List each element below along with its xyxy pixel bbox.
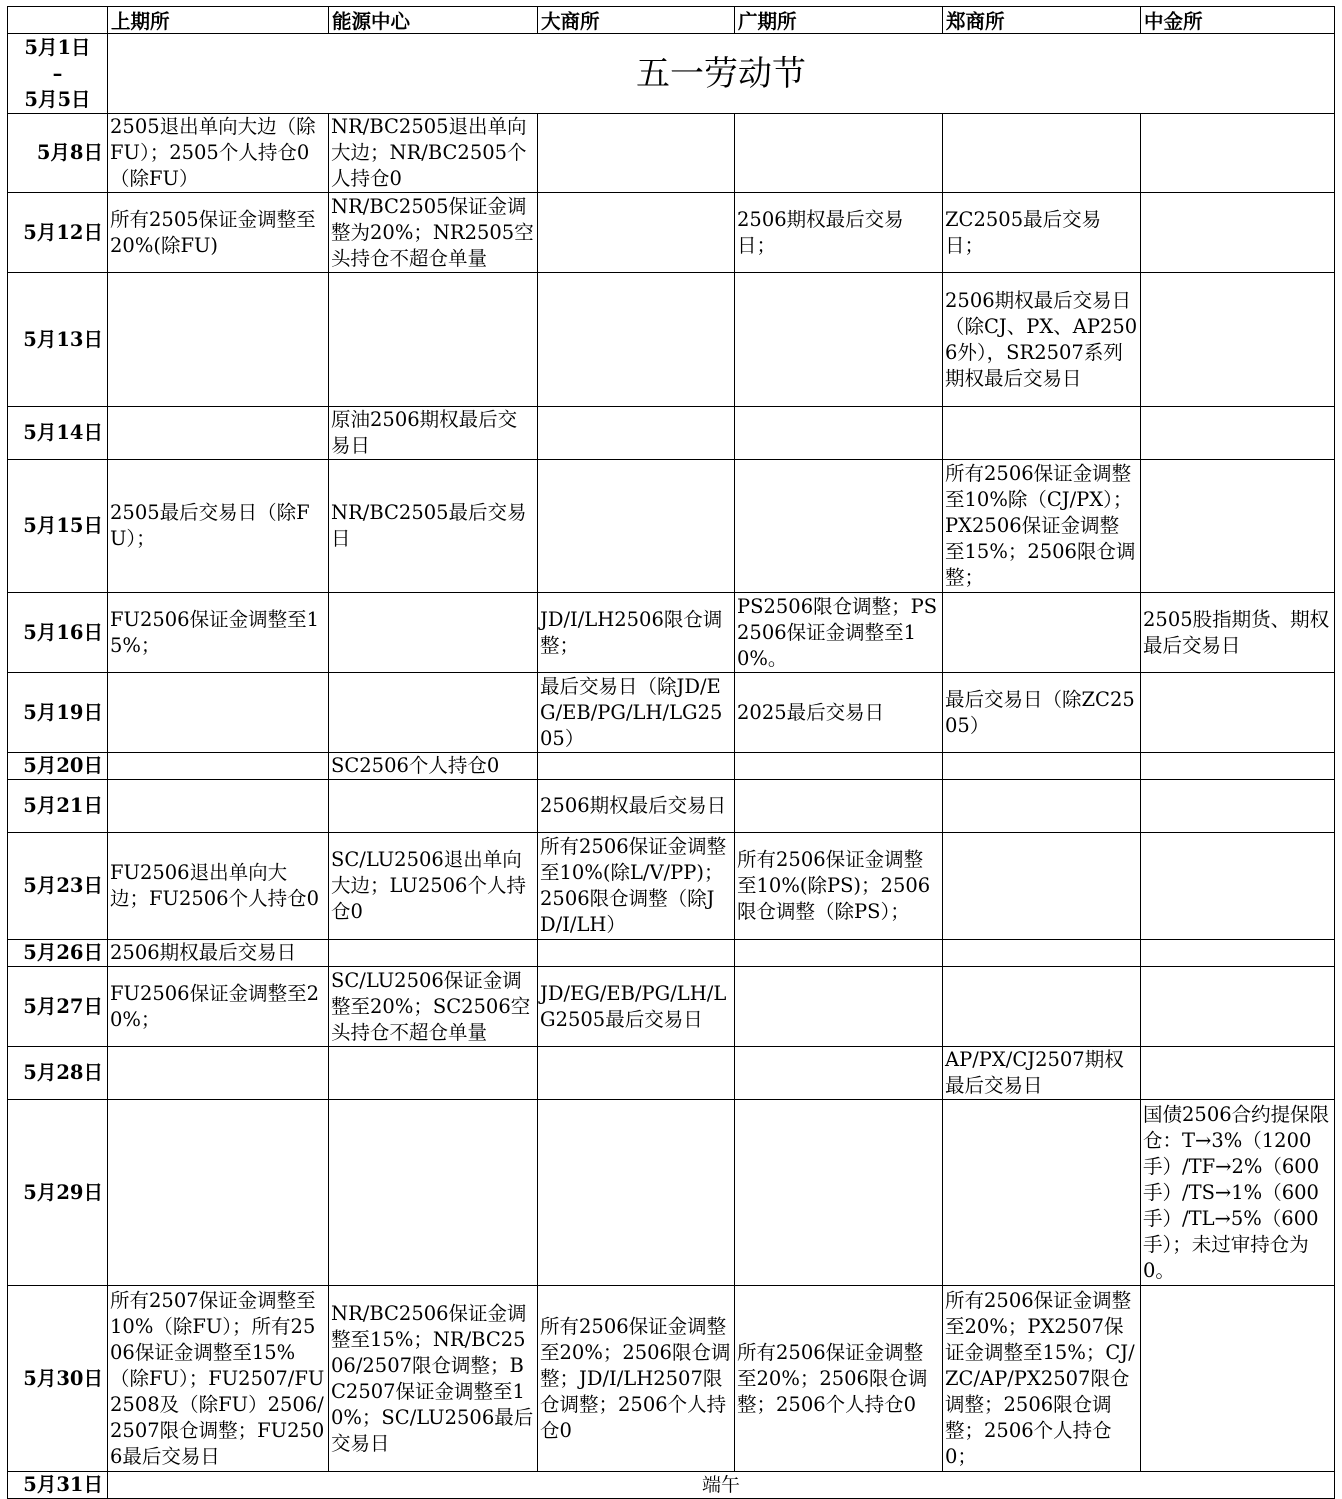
holiday-row-dragon-boat xyxy=(8,1472,1335,1499)
cell-cffex xyxy=(1141,753,1335,780)
cell-czce: 所有2506保证金调整至20%；PX2507保证金调整至15%；CJ/ZC/AP/PX2507限仓调整；2506限仓调整；2506个人持仓0； xyxy=(943,1286,1141,1472)
cell-cffex xyxy=(1141,967,1335,1047)
cell-cffex xyxy=(1141,407,1335,460)
date-cell: 5月28日 xyxy=(8,1047,108,1100)
date-cell: 5月26日 xyxy=(8,940,108,967)
cell-dce xyxy=(538,273,735,407)
cell-ine xyxy=(329,273,538,407)
date-start: 5月1日 xyxy=(24,35,91,59)
cell-dce: 所有2506保证金调整至20%；2506限仓调整；JD/I/LH2507限仓调整；2506个人持仓0 xyxy=(538,1286,735,1472)
date-cell: 5月31日 xyxy=(8,1472,108,1499)
cell-czce xyxy=(943,780,1141,833)
cell-czce: ZC2505最后交易日； xyxy=(943,193,1141,273)
cell-dce xyxy=(538,114,735,193)
header-cffex: 中金所 xyxy=(1141,7,1335,34)
holiday-label: 端午 xyxy=(108,1472,1335,1499)
cell-shfe xyxy=(108,273,329,407)
cell-gfex xyxy=(735,967,943,1047)
cell-ine: 原油2506期权最后交易日 xyxy=(329,407,538,460)
cell-shfe: 2505退出单向大边（除FU）；2505个人持仓0（除FU） xyxy=(108,114,329,193)
cell-cffex xyxy=(1141,193,1335,273)
cell-gfex xyxy=(735,940,943,967)
table-row xyxy=(8,940,1335,967)
cell-cffex xyxy=(1141,273,1335,407)
holiday-row-labor-day xyxy=(8,34,1335,114)
cell-czce: 所有2506保证金调整至10%除（CJ/PX）；PX2506保证金调整至15%；2506限仓调整； xyxy=(943,460,1141,593)
cell-shfe: FU2506保证金调整至20%； xyxy=(108,967,329,1047)
cell-ine xyxy=(329,673,538,753)
cell-ine: SC2506个人持仓0 xyxy=(329,753,538,780)
cell-gfex: PS2506限仓调整；PS2506保证金调整至10%。 xyxy=(735,593,943,673)
table-row xyxy=(8,780,1335,833)
cell-ine xyxy=(329,1100,538,1286)
table-row xyxy=(8,1286,1335,1472)
cell-gfex: 2506期权最后交易日； xyxy=(735,193,943,273)
date-cell xyxy=(8,34,108,114)
cell-czce xyxy=(943,967,1141,1047)
date-cell: 5月20日 xyxy=(8,753,108,780)
cell-gfex xyxy=(735,780,943,833)
header-row xyxy=(8,7,1335,34)
cell-gfex xyxy=(735,407,943,460)
cell-shfe: 2506期权最后交易日 xyxy=(108,940,329,967)
cell-shfe xyxy=(108,407,329,460)
cell-gfex xyxy=(735,273,943,407)
cell-gfex xyxy=(735,460,943,593)
cell-czce xyxy=(943,407,1141,460)
cell-ine xyxy=(329,780,538,833)
cell-cffex: 国债2506合约提保限仓：T→3%（1200手）/TF→2%（600手）/TS→1%（600手）/TL→5%（600手）；未过审持仓为0。 xyxy=(1141,1100,1335,1286)
exchange-calendar-table xyxy=(7,6,1335,1499)
cell-shfe: 所有2507保证金调整至10%（除FU）；所有2506保证金调整至15%（除FU）；FU2507/FU2508及（除FU）2506/2507限仓调整；FU2506最后交易日 xyxy=(108,1286,329,1472)
cell-czce xyxy=(943,940,1141,967)
table-row xyxy=(8,833,1335,940)
cell-cffex xyxy=(1141,780,1335,833)
cell-ine xyxy=(329,593,538,673)
cell-dce xyxy=(538,193,735,273)
header-dce: 大商所 xyxy=(538,7,735,34)
cell-ine: SC/LU2506退出单向大边；LU2506个人持仓0 xyxy=(329,833,538,940)
date-cell: 5月19日 xyxy=(8,673,108,753)
cell-czce: 2506期权最后交易日（除CJ、PX、AP2506外），SR2507系列期权最后交易日 xyxy=(943,273,1141,407)
cell-czce xyxy=(943,593,1141,673)
corner-cell xyxy=(8,7,108,34)
date-cell: 5月15日 xyxy=(8,460,108,593)
cell-ine xyxy=(329,1047,538,1100)
cell-cffex xyxy=(1141,673,1335,753)
cell-dce xyxy=(538,753,735,780)
cell-gfex: 2025最后交易日 xyxy=(735,673,943,753)
cell-cffex xyxy=(1141,114,1335,193)
table-row xyxy=(8,193,1335,273)
cell-ine: NR/BC2505最后交易日 xyxy=(329,460,538,593)
cell-shfe: 2505最后交易日（除FU）； xyxy=(108,460,329,593)
table-row xyxy=(8,753,1335,780)
date-cell: 5月29日 xyxy=(8,1100,108,1286)
date-cell: 5月23日 xyxy=(8,833,108,940)
date-separator: – xyxy=(52,61,63,85)
cell-dce xyxy=(538,940,735,967)
table-row xyxy=(8,460,1335,593)
table-row xyxy=(8,407,1335,460)
cell-ine: NR/BC2505保证金调整为20%；NR2505空头持仓不超仓单量 xyxy=(329,193,538,273)
cell-czce xyxy=(943,753,1141,780)
cell-dce: 最后交易日（除JD/EG/EB/PG/LH/LG2505） xyxy=(538,673,735,753)
cell-shfe xyxy=(108,673,329,753)
table-row xyxy=(8,1047,1335,1100)
cell-shfe: FU2506退出单向大边；FU2506个人持仓0 xyxy=(108,833,329,940)
cell-czce: AP/PX/CJ2507期权最后交易日 xyxy=(943,1047,1141,1100)
cell-ine xyxy=(329,940,538,967)
cell-gfex: 所有2506保证金调整至10%(除PS)；2506限仓调整（除PS）； xyxy=(735,833,943,940)
cell-dce: JD/EG/EB/PG/LH/LG2505最后交易日 xyxy=(538,967,735,1047)
table-row xyxy=(8,673,1335,753)
cell-czce xyxy=(943,114,1141,193)
cell-shfe xyxy=(108,1047,329,1100)
cell-ine: NR/BC2505退出单向大边；NR/BC2505个人持仓0 xyxy=(329,114,538,193)
cell-czce: 最后交易日（除ZC2505） xyxy=(943,673,1141,753)
table-row xyxy=(8,1100,1335,1286)
cell-dce: 所有2506保证金调整至10%(除L/V/PP)；2506限仓调整（除JD/I/LH） xyxy=(538,833,735,940)
cell-dce xyxy=(538,1047,735,1100)
date-cell: 5月27日 xyxy=(8,967,108,1047)
header-ine: 能源中心 xyxy=(329,7,538,34)
cell-shfe xyxy=(108,753,329,780)
cell-dce xyxy=(538,1100,735,1286)
holiday-label: 五一劳动节 xyxy=(108,34,1335,114)
cell-shfe: FU2506保证金调整至15%； xyxy=(108,593,329,673)
cell-dce xyxy=(538,407,735,460)
cell-dce xyxy=(538,460,735,593)
cell-dce: 2506期权最后交易日 xyxy=(538,780,735,833)
table-row xyxy=(8,967,1335,1047)
date-cell: 5月14日 xyxy=(8,407,108,460)
cell-shfe xyxy=(108,1100,329,1286)
cell-gfex xyxy=(735,1100,943,1286)
cell-cffex xyxy=(1141,1286,1335,1472)
date-cell: 5月30日 xyxy=(8,1286,108,1472)
date-cell: 5月8日 xyxy=(8,114,108,193)
date-end: 5月5日 xyxy=(24,87,91,111)
date-cell: 5月16日 xyxy=(8,593,108,673)
date-cell: 5月13日 xyxy=(8,273,108,407)
cell-gfex xyxy=(735,1047,943,1100)
cell-cffex xyxy=(1141,1047,1335,1100)
cell-czce xyxy=(943,833,1141,940)
cell-ine: NR/BC2506保证金调整至15%；NR/BC2506/2507限仓调整；BC2507保证金调整至10%；SC/LU2506最后交易日 xyxy=(329,1286,538,1472)
cell-cffex: 2505股指期货、期权最后交易日 xyxy=(1141,593,1335,673)
date-cell: 5月12日 xyxy=(8,193,108,273)
cell-czce xyxy=(943,1100,1141,1286)
cell-shfe: 所有2505保证金调整至20%(除FU) xyxy=(108,193,329,273)
cell-cffex xyxy=(1141,833,1335,940)
table-row xyxy=(8,273,1335,407)
header-shfe: 上期所 xyxy=(108,7,329,34)
cell-cffex xyxy=(1141,940,1335,967)
cell-gfex xyxy=(735,114,943,193)
cell-cffex xyxy=(1141,460,1335,593)
date-cell: 5月21日 xyxy=(8,780,108,833)
header-gfex: 广期所 xyxy=(735,7,943,34)
table-row xyxy=(8,593,1335,673)
header-czce: 郑商所 xyxy=(943,7,1141,34)
cell-shfe xyxy=(108,780,329,833)
cell-gfex: 所有2506保证金调整至20%；2506限仓调整；2506个人持仓0 xyxy=(735,1286,943,1472)
cell-dce: JD/I/LH2506限仓调整； xyxy=(538,593,735,673)
cell-ine: SC/LU2506保证金调整至20%；SC2506空头持仓不超仓单量 xyxy=(329,967,538,1047)
table-row xyxy=(8,114,1335,193)
cell-gfex xyxy=(735,753,943,780)
